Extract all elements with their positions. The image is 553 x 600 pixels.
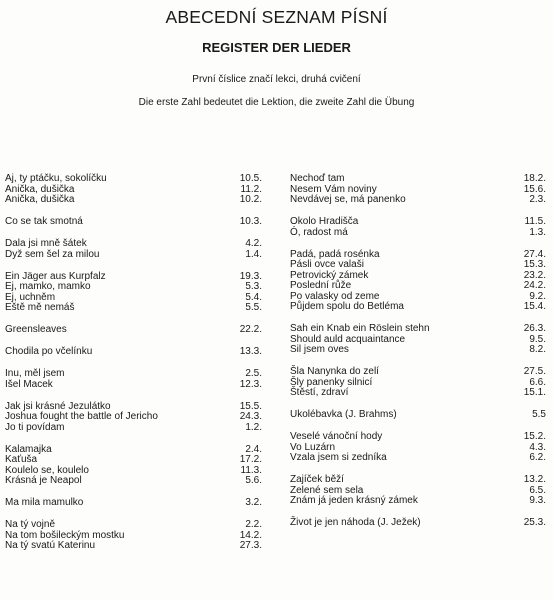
song-title: Krásná je Neapol (5, 475, 82, 486)
song-entry (290, 228, 546, 239)
lesson-exercise-ref: 2.2. (245, 519, 262, 530)
lesson-exercise-ref: 15.6. (523, 183, 546, 195)
lesson-exercise-ref: 15.4. (523, 301, 546, 312)
song-title: Šla Nanynka do zelí (290, 366, 379, 377)
song-title: Koulelo se, koulelo (5, 464, 89, 476)
song-title: Nevdávej se, má panenko (290, 194, 406, 205)
lesson-exercise-ref: 10.5. (239, 173, 262, 184)
song-title: Nesem Vám noviny (290, 183, 377, 195)
lesson-exercise-ref: 18.2. (523, 173, 546, 184)
song-title: Šly panenky silnicí (290, 376, 373, 388)
song-entry (290, 174, 546, 185)
lesson-exercise-ref: 5.4. (245, 291, 262, 303)
lesson-exercise-ref: 6.6. (529, 376, 546, 388)
lesson-exercise-ref: 1.2. (245, 421, 262, 433)
song-entry (5, 303, 262, 314)
song-entry (5, 217, 262, 228)
song-title: Ma mila mamulko (5, 497, 84, 508)
song-title: Ej, mamko, mamko (5, 281, 91, 292)
lesson-exercise-ref: 9.3. (529, 495, 546, 506)
song-title: Anička, dušička (5, 183, 75, 195)
lesson-exercise-ref: 27.4. (523, 248, 546, 260)
song-entry (5, 423, 262, 434)
song-entry (290, 475, 546, 486)
song-title: Petrovický zámek (290, 269, 369, 281)
song-title: Štěstí, zdraví (290, 387, 349, 398)
lesson-exercise-ref: 26.3. (523, 323, 546, 334)
lesson-exercise-ref: 5.3. (245, 281, 262, 292)
lesson-exercise-ref: 8.2. (529, 344, 546, 355)
lesson-exercise-ref: 6.5. (529, 484, 546, 496)
song-title: Sil jsem oves (290, 344, 349, 355)
lesson-exercise-ref: 5.5 (532, 409, 546, 420)
song-entry (5, 347, 262, 358)
song-entry (290, 195, 546, 206)
song-title: Kaťuša (5, 454, 38, 465)
song-title: Na tý vojně (5, 519, 56, 530)
lesson-exercise-ref: 15.3. (523, 259, 546, 270)
page-title: ABECEDNÍ SEZNAM PÍSNÍ (165, 7, 388, 27)
song-entry (290, 281, 546, 292)
song-entry (5, 476, 262, 487)
lesson-exercise-ref: 23.2. (523, 269, 546, 281)
lesson-exercise-ref: 10.3. (239, 216, 262, 227)
song-entry (5, 282, 262, 293)
lesson-exercise-ref: 13.2. (523, 474, 546, 485)
lesson-exercise-ref: 2.3. (529, 194, 546, 205)
song-entry (5, 369, 262, 380)
lesson-exercise-ref: 25.3. (523, 517, 546, 528)
song-entry (5, 520, 262, 531)
song-title: Aj, ty ptáčku, sokolíčku (5, 173, 107, 184)
song-title: Co se tak smotná (5, 216, 83, 227)
note-czech: První číslice značí lekci, druhá cvičení (192, 74, 361, 85)
song-title: Ej, uchněm (5, 291, 56, 303)
song-entry (290, 518, 546, 529)
song-title: Išel Macek (5, 378, 53, 390)
lesson-exercise-ref: 27.3. (239, 540, 262, 551)
song-index-left-column (5, 174, 262, 552)
song-title: Dyž sem šel za milou (5, 248, 100, 260)
song-title: Jak jsi krásné Jezulátko (5, 400, 111, 412)
lesson-exercise-ref: 5.5. (245, 302, 262, 313)
song-title: Na tom bošileckým mostku (5, 529, 125, 541)
lesson-exercise-ref: 2.4. (245, 443, 262, 455)
song-title: Should auld acquaintance (290, 333, 406, 345)
song-title: Chodila po včelínku (5, 346, 93, 357)
note-german: Die erste Zahl bedeutet die Lektion, die zweite Zahl die Übung (138, 97, 415, 108)
song-entry (290, 453, 546, 464)
lesson-exercise-ref: 10.2. (239, 194, 262, 205)
lesson-exercise-ref: 12.3. (239, 378, 262, 390)
group-spacer (5, 260, 262, 272)
lesson-exercise-ref: 13.3. (239, 346, 262, 357)
lesson-exercise-ref: 3.2. (245, 497, 262, 508)
page-subtitle: REGISTER DER LIEDER (202, 40, 351, 55)
song-title: Ein Jäger aus Kurpfalz (5, 270, 106, 282)
song-entry (290, 217, 546, 228)
song-entry (290, 345, 546, 356)
lesson-exercise-ref: 22.2. (239, 324, 262, 335)
song-entry (290, 410, 546, 421)
song-title: Na tý svatú Katerinu (5, 540, 96, 551)
song-entry (5, 498, 262, 509)
song-entry (5, 250, 262, 261)
song-entry (290, 432, 546, 443)
song-title: Poslední růže (290, 280, 352, 291)
song-title: Anička, dušička (5, 194, 75, 205)
lesson-exercise-ref: 19.3. (239, 270, 262, 282)
lesson-exercise-ref: 27.5. (523, 366, 546, 377)
song-title: Nechoď tam (290, 173, 345, 184)
song-title: Ó, radost má (290, 226, 348, 238)
song-title: Vzala jsem si zedníka (290, 452, 387, 463)
song-title: Zelené sem sela (290, 484, 364, 496)
lesson-exercise-ref: 24.2. (523, 280, 546, 291)
song-entry (5, 325, 262, 336)
song-entry (290, 496, 546, 507)
song-entry (290, 367, 546, 378)
lesson-exercise-ref: 6.2. (529, 452, 546, 463)
song-entry (5, 412, 262, 423)
song-title: Dala jsi mně šátek (5, 238, 87, 249)
song-title: Eště mě nemáš (5, 302, 75, 313)
lesson-exercise-ref: 15.2. (523, 431, 546, 442)
lesson-exercise-ref: 5.6. (245, 475, 262, 486)
lesson-exercise-ref: 11.5. (524, 216, 546, 227)
lesson-exercise-ref: 15.1. (523, 387, 546, 398)
lesson-exercise-ref: 1.4. (245, 248, 262, 260)
song-title: Padá, padá rosénka (290, 248, 380, 260)
song-title: Po valasky od zeme (290, 290, 380, 302)
song-title: Inu, měl jsem (5, 368, 65, 379)
song-entry (5, 445, 262, 456)
song-title: Zajíček běží (290, 474, 344, 485)
song-entry (290, 260, 546, 271)
song-title: Veselé vánoční hody (290, 431, 383, 442)
group-spacer (290, 238, 546, 250)
song-entry (290, 324, 546, 335)
song-title: Znám já jeden krásný zámek (290, 495, 418, 506)
song-entry (5, 380, 262, 391)
song-title: Joshua fought the battle of Jericho (5, 411, 158, 422)
song-entry (5, 195, 262, 206)
lesson-exercise-ref: 11.2. (240, 183, 262, 195)
lesson-exercise-ref: 1.3. (529, 226, 546, 238)
song-entry (5, 455, 262, 466)
song-entry (5, 239, 262, 250)
group-spacer (5, 390, 262, 402)
song-title: Pásli ovce valaši (290, 259, 364, 270)
song-entry (290, 302, 546, 313)
song-entry (5, 174, 262, 185)
song-title: Ukolébavka (J. Brahms) (290, 409, 397, 420)
group-spacer (5, 433, 262, 445)
song-entry (290, 388, 546, 399)
lesson-exercise-ref: 9.5. (529, 333, 546, 345)
song-title: Život je jen náhoda (J. Ježek) (290, 517, 421, 528)
lesson-exercise-ref: 11.3. (240, 464, 262, 476)
song-title: Greensleaves (5, 324, 67, 335)
song-entry (5, 541, 262, 552)
song-title: Okolo Hradišča (290, 216, 359, 227)
song-title: Vo Luzárn (290, 441, 336, 453)
song-index-right-column (290, 174, 546, 529)
song-title: Půjdem spolu do Betléma (290, 301, 404, 312)
lesson-exercise-ref: 9.2. (529, 290, 546, 302)
lesson-exercise-ref: 24.3. (239, 411, 262, 422)
song-title: Kalamajka (5, 443, 52, 455)
lesson-exercise-ref: 4.3. (529, 441, 546, 453)
song-title: Sah ein Knab ein Röslein stehn (290, 323, 430, 334)
song-title: Jo ti povídam (5, 421, 65, 433)
lesson-exercise-ref: 4.2. (245, 238, 262, 249)
lesson-exercise-ref: 17.2. (239, 454, 262, 465)
lesson-exercise-ref: 15.5. (239, 400, 262, 412)
lesson-exercise-ref: 14.2. (239, 529, 262, 541)
lesson-exercise-ref: 2.5. (245, 368, 262, 379)
